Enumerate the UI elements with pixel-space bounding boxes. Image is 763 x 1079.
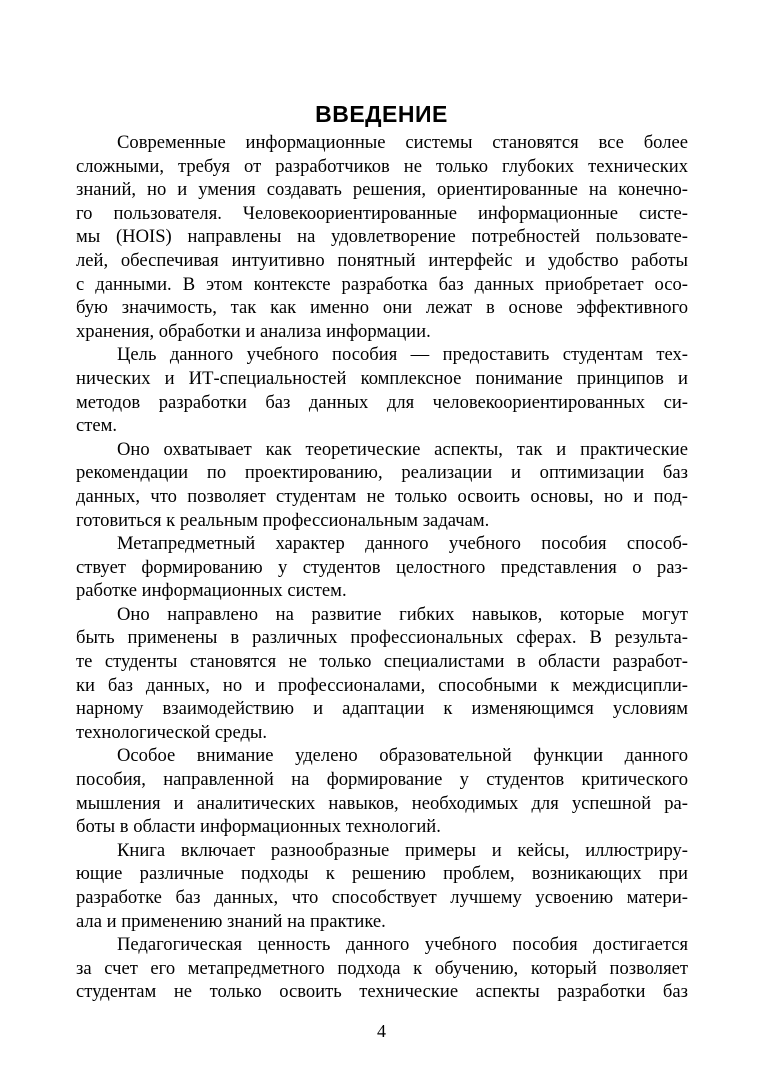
text-line: Цель данного учебного пособия — предоставить студентам тех-: [117, 344, 688, 366]
text-line: нических и ИТ-специальностей комплексное понимание принципов и: [76, 367, 688, 389]
text-line: сложными, требуя от разработчиков не только глубоких технических: [76, 155, 688, 177]
text-line: Книга включает разнообразные примеры и кейсы, иллюстриру-: [117, 839, 688, 861]
text-line: готовиться к реальным профессиональным задачам.: [76, 509, 490, 531]
text-line: мышления и аналитических навыков, необходимых для успешной ра-: [76, 792, 688, 814]
text-line: Педагогическая ценность данного учебного пособия достигается: [117, 934, 688, 956]
text-line: стем.: [76, 415, 118, 437]
text-line: Оно охватывает как теоретические аспекты, так и практические: [117, 438, 688, 460]
text-line: данных, что позволяет студентам не только освоить основы, но и под-: [76, 485, 688, 507]
page-title: ВВЕДЕНИЕ: [315, 101, 448, 128]
text-line: Оно направлено на развитие гибких навыков, которые могут: [117, 603, 688, 625]
text-line: быть применены в различных профессиональных сферах. В результа-: [76, 627, 688, 649]
text-line: Метапредметный характер данного учебного пособия способ-: [117, 533, 688, 555]
text-line: ки баз данных, но и профессионалами, способными к междисципли-: [76, 674, 688, 696]
text-line: го пользователя. Человекоориентированные информационные систе-: [76, 202, 688, 224]
text-line: Современные информационные системы становятся все более: [117, 132, 688, 153]
text-line: нарному взаимодействию и адаптации к изменяющимся условиям: [76, 698, 688, 720]
text-line: работке информационных систем.: [76, 580, 347, 602]
text-line: боты в области информационных технологий.: [76, 816, 441, 838]
text-line: студентам не только освоить технические аспекты разработки баз: [76, 981, 688, 1003]
body-text: [76, 131, 688, 1004]
text-line: ала и применению знаний на практике.: [76, 910, 386, 932]
text-line: рекомендации по проектированию, реализации и оптимизации баз: [76, 462, 688, 484]
page-number: 4: [377, 1021, 386, 1041]
text-line: методов разработки баз данных для человекоориентированных си-: [76, 391, 688, 413]
text-line: Особое внимание уделено образовательной функции данного: [117, 745, 688, 767]
text-line: технологической среды.: [76, 721, 268, 743]
text-line: те студенты становятся не только специалистами в области разработ-: [76, 651, 688, 673]
text-line: за счет его метапредметного подхода к обучению, который позволяет: [76, 957, 688, 979]
text-line: пособия, направленной на формирование у студентов критического: [76, 769, 688, 791]
text-line: разработке баз данных, что способствует лучшему усвоению матери-: [76, 887, 688, 908]
text-line: хранения, обработки и анализа информации.: [76, 320, 431, 342]
text-line: ствует формированию у студентов целостного представления о раз-: [76, 556, 688, 578]
text-line: с данными. В этом контексте разработка баз данных приобретает осо-: [76, 273, 688, 295]
text-line: мы (HOIS) направлены на удовлетворение потребностей пользовате-: [76, 226, 688, 248]
text-line: ющие различные подходы к решению проблем, возникающих при: [76, 863, 688, 885]
text-line: лей, обеспечивая интуитивно понятный интерфейс и удобство работы: [76, 249, 688, 271]
text-line: знаний, но и умения создавать решения, ориентированные на конечно-: [76, 179, 688, 201]
text-line: бую значимость, так как именно они лежат в основе эффективного: [76, 297, 688, 319]
